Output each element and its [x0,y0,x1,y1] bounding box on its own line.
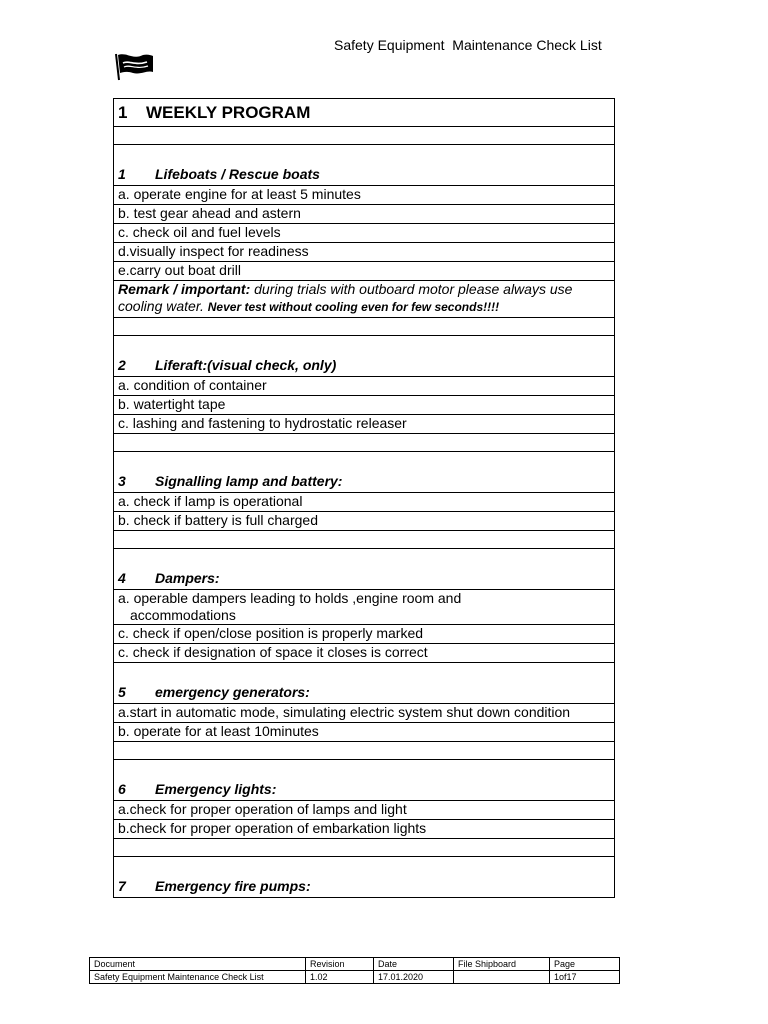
remark-warning: Never test without cooling even for few seconds!!!! [207,300,500,314]
footer-file-shipboard [454,971,550,984]
spacer-row [114,531,615,549]
footer-document-name: Safety Equipment Maintenance Check List [90,971,306,984]
footer-revision: 1.02 [306,971,374,984]
check-item: a. check if lamp is operational [114,493,615,512]
footer-value-row [90,971,620,984]
spacer-row [114,742,615,760]
check-item: a.start in automatic mode, simulating electric system shut down condition [114,704,615,723]
footer-header-row [90,958,620,971]
section-heading-dampers: 4 Dampers: [114,549,615,590]
company-flag-logo [113,50,155,82]
weekly-program-table [113,98,615,898]
section-heading-lifeboats: 1 Lifeboats / Rescue boats [114,145,615,186]
remark-text: during trials with outboard motor please always use cooling water. [118,281,573,314]
check-item: a. condition of container [114,377,615,396]
program-title: WEEKLY PROGRAM [146,102,311,122]
check-item: d.visually inspect for readiness [114,243,615,262]
remark-note [114,281,615,318]
check-item: e.carry out boat drill [114,262,615,281]
check-item: b. check if battery is full charged [114,512,615,531]
check-item: c. check if open/close position is properly marked [114,625,615,644]
spacer-row [114,434,615,452]
section-heading-generators: 5 emergency generators: [114,663,615,704]
footer-header-revision: Revision [306,958,374,971]
page-header-title: Safety Equipment Maintenance Check List [334,37,602,53]
spacer-row [114,318,615,336]
spacer-row [114,127,615,145]
check-item: c. lashing and fastening to hydrostatic releaser [114,415,615,434]
check-item: b. test gear ahead and astern [114,205,615,224]
document-footer-table [89,957,620,984]
program-number: 1 [118,102,128,122]
footer-header-date: Date [374,958,454,971]
footer-header-page: Page [550,958,620,971]
footer-header-file: File Shipboard [454,958,550,971]
section-heading-lights: 6 Emergency lights: [114,760,615,801]
check-item: a.check for proper operation of lamps and light [114,801,615,820]
section-heading-liferaft: 2 Liferaft:(visual check, only) [114,336,615,377]
footer-date: 17.01.2020 [374,971,454,984]
check-item: a. operable dampers leading to holds ,engine room and accommodations [114,590,615,625]
check-item: b.check for proper operation of embarkation lights [114,820,615,839]
check-item: c. check oil and fuel levels [114,224,615,243]
footer-header-document: Document [90,958,306,971]
footer-page-number: 1of17 [550,971,620,984]
section-heading-signalling: 3 Signalling lamp and battery: [114,452,615,493]
check-item: b. operate for at least 10minutes [114,723,615,742]
section-heading-firepumps: 7 Emergency fire pumps: [114,857,615,898]
remark-label: Remark / important: [118,281,251,297]
check-item: b. watertight tape [114,396,615,415]
check-item: c. check if designation of space it closes is correct [114,644,615,663]
check-item: a. operate engine for at least 5 minutes [114,186,615,205]
program-title-cell [114,99,615,127]
spacer-row [114,839,615,857]
